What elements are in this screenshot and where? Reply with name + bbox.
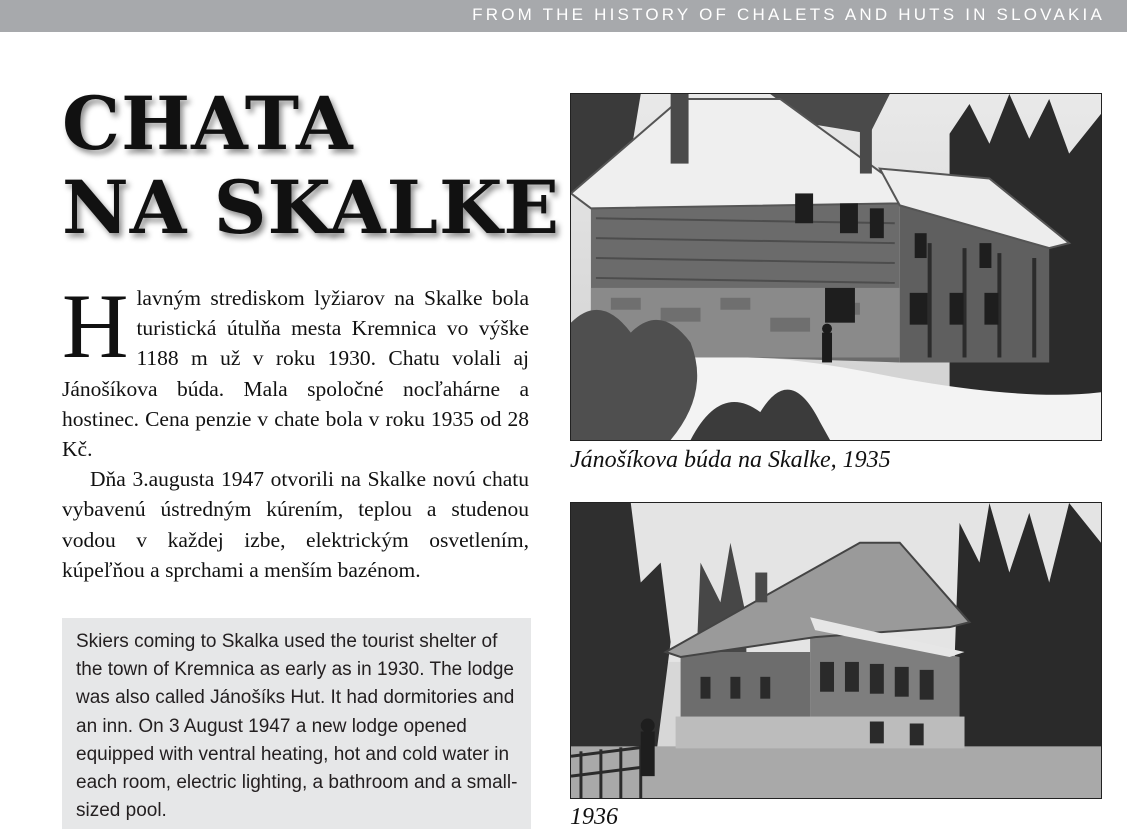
title-line-1: CHATA [62,81,354,167]
drop-cap: H [62,275,129,377]
running-header-bar [0,0,1127,32]
running-header-title: FROM THE HISTORY OF CHALETS AND HUTS IN SLOVAKIA [472,5,1105,24]
historic-photo-chalet-1935-icon [571,94,1101,440]
title-line-2: NA SKALKE [62,165,561,251]
slovak-paragraph-1-text: lavným strediskom lyžiarov na Skalke bola turistická útulňa mesta Kremnica vo výške 1188 m už v roku 1930. Chatu volali aj Jánošíkova búda. Mala spoločné nocľahárne a hostinec. Cena penzie v chate bola v roku 1935 od 28 Kč. [62,286,529,462]
photo-chalet-1935 [570,93,1102,441]
photo-caption-1936: 1936 [570,804,618,830]
historic-photo-chalet-1936-icon [571,503,1101,798]
photo-chalet-1936 [570,502,1102,799]
slovak-paragraph-1 [62,275,529,464]
english-summary-box [62,618,531,829]
english-summary-text: Skiers coming to Skalka used the tourist shelter of the town of Kremnica as early as in 1930. The lodge was also called Jánošíks Hut. It had dormitories and an inn. On 3 August 1947 a new lodge opened equipped with ventral heating, hot and cold water in each room, electric lighting, a bathroom and a small-sized pool. [76,631,518,822]
article-title [62,81,561,251]
slovak-body-text [62,275,529,585]
slovak-paragraph-2: Dňa 3.augusta 1947 otvorili na Skalke novú chatu vybavenú ústredným kúrením, teplou a studenou vodou v každej izbe, elektrickým osvetlením, kúpeľňou a sprchami a menším bazénom. [62,467,529,582]
photo-caption-1935: Jánošíkova búda na Skalke, 1935 [570,447,891,473]
